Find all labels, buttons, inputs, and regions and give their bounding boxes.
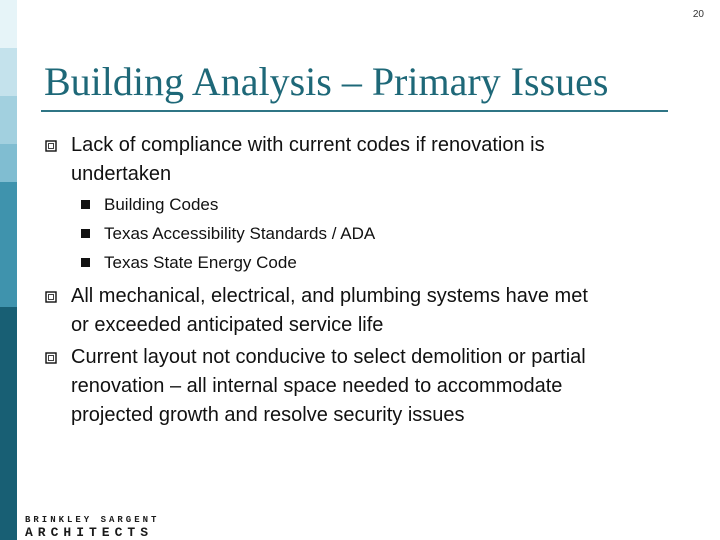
solid-square-icon [81,229,90,238]
sub-bullet-item [104,190,218,219]
slide-title: Building Analysis – Primary Issues [44,59,609,104]
side-bar-segment [0,182,17,307]
sub-bullet-text: Building Codes [104,195,219,214]
sub-bullet-item [104,248,297,277]
sub-bullet-text: Texas Accessibility Standards / ADA [104,224,376,243]
solid-square-icon [81,200,90,209]
title-underline [41,110,668,112]
hollow-square-icon [45,140,57,152]
bullet-line: Current layout not conducive to select demolition or partial [71,346,586,368]
solid-square-icon [81,258,90,267]
bullet-line: undertaken [71,163,172,185]
side-bar-segment [0,0,17,48]
page-number: 20 [692,9,704,20]
sub-bullet-item [104,219,375,248]
company-logo [25,515,159,540]
bullet-line: All mechanical, electrical, and plumbing systems have met [71,285,588,307]
side-bar-segment [0,48,17,96]
bullet-item [71,131,545,189]
side-bar-segment [0,144,17,182]
bullet-line: projected growth and resolve security issues [71,404,465,426]
bullet-item [71,343,586,430]
side-bar-segment [0,96,17,144]
hollow-square-icon [45,352,57,364]
bullet-line: or exceeded anticipated service life [71,314,384,336]
sub-bullet-text: Texas State Energy Code [104,253,297,272]
logo-line-architects: ARCHITECTS [25,525,154,540]
side-bar-segment [0,307,17,540]
decorative-side-bar [0,0,17,540]
logo-line-firm: BRINKLEY SARGENT [25,515,160,525]
bullet-line: Lack of compliance with current codes if renovation is [71,134,545,156]
bullet-item [71,282,588,340]
bullet-line: renovation – all internal space needed to accommodate [71,375,563,397]
hollow-square-icon [45,291,57,303]
